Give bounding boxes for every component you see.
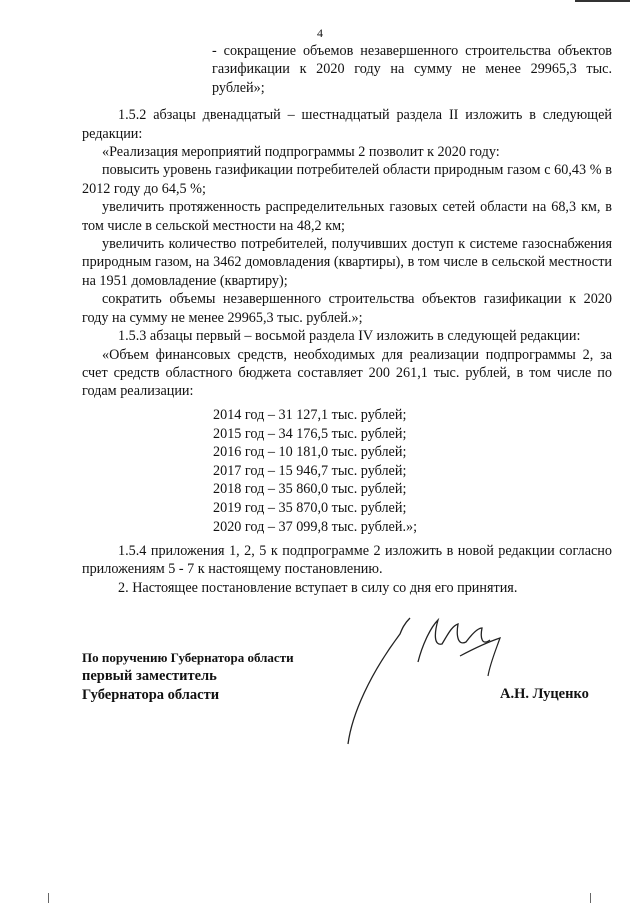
signature-line-2: первый заместитель xyxy=(82,668,217,684)
year-amount-line: 2015 год – 34 176,5 тыс. рублей; xyxy=(213,425,407,442)
signatory-name: А.Н. Луценко xyxy=(500,686,589,702)
signature-block xyxy=(82,648,294,705)
year-amount-line: 2020 год – 37 099,8 тыс. рублей.»; xyxy=(213,518,418,535)
scan-edge-mark xyxy=(575,0,630,2)
paragraph: 1.5.3 абзацы первый – восьмой раздела IV изложить в следующей редакции: xyxy=(118,328,581,345)
paragraph: повысить уровень газификации потребителей области природным газом с 60,43 % в 2012 году до 64,5 %; xyxy=(82,162,612,197)
year-amount-line: 2018 год – 35 860,0 тыс. рублей; xyxy=(213,481,407,498)
body-text-bottom xyxy=(82,542,612,597)
signature-line-3: Губернатора области xyxy=(82,687,220,703)
year-amount-line: 2016 год – 10 181,0 тыс. рублей; xyxy=(213,444,407,461)
paragraph: - сокращение объемов незавершенного строительства объектов газификации к 2020 году на сумму не менее 29965,3 тыс. рублей»; xyxy=(212,43,612,96)
year-amount-line: 2014 год – 31 127,1 тыс. рублей; xyxy=(213,407,407,423)
paragraph: «Объем финансовых средств, необходимых для реализации подпрограммы 2, за счет средств областного бюджета составляет 200 261,1 тыс. рублей, в том числе по годам реализации: xyxy=(82,346,612,400)
paragraph: 1.5.2 абзацы двенадцатый – шестнадцатый раздела II изложить в следующей редакции: xyxy=(82,107,612,142)
paragraph: увеличить протяженность распределительных газовых сетей области на 68,3 км, в том числе в сельской местности на 48,2 км; xyxy=(82,199,612,234)
paragraph: 2. Настоящее постановление вступает в силу со дня его принятия. xyxy=(118,579,518,596)
paragraph: увеличить количество потребителей, получивших доступ к системе газоснабжения природным газом, на 3462 домовладения (квартиры), в том числе в сельской местности на 1951 домовладение (квартиру); xyxy=(82,236,612,289)
paragraph: 1.5.4 приложения 1, 2, 5 к подпрограмме 2 изложить в новой редакции согласно приложениям 5 - 7 к настоящему постановлению. xyxy=(82,543,612,578)
year-amount-line: 2019 год – 35 870,0 тыс. рублей; xyxy=(213,499,407,516)
handwritten-signature xyxy=(330,604,530,754)
paragraph: «Реализация мероприятий подпрограммы 2 позволит к 2020 году: xyxy=(102,144,500,161)
scan-footer-mark xyxy=(590,893,591,903)
paragraph: сократить объемы незавершенного строительства объектов газификации к 2020 году на сумму не менее 29965,3 тыс. рублей.»; xyxy=(82,291,612,326)
scan-footer-mark xyxy=(48,893,49,903)
page-number: 4 xyxy=(317,26,323,40)
year-amount-line: 2017 год – 15 946,7 тыс. рублей; xyxy=(213,462,407,479)
signature-line-1: По поручению Губернатора области xyxy=(82,650,294,665)
body-text-top xyxy=(82,42,612,401)
years-list xyxy=(82,406,613,536)
